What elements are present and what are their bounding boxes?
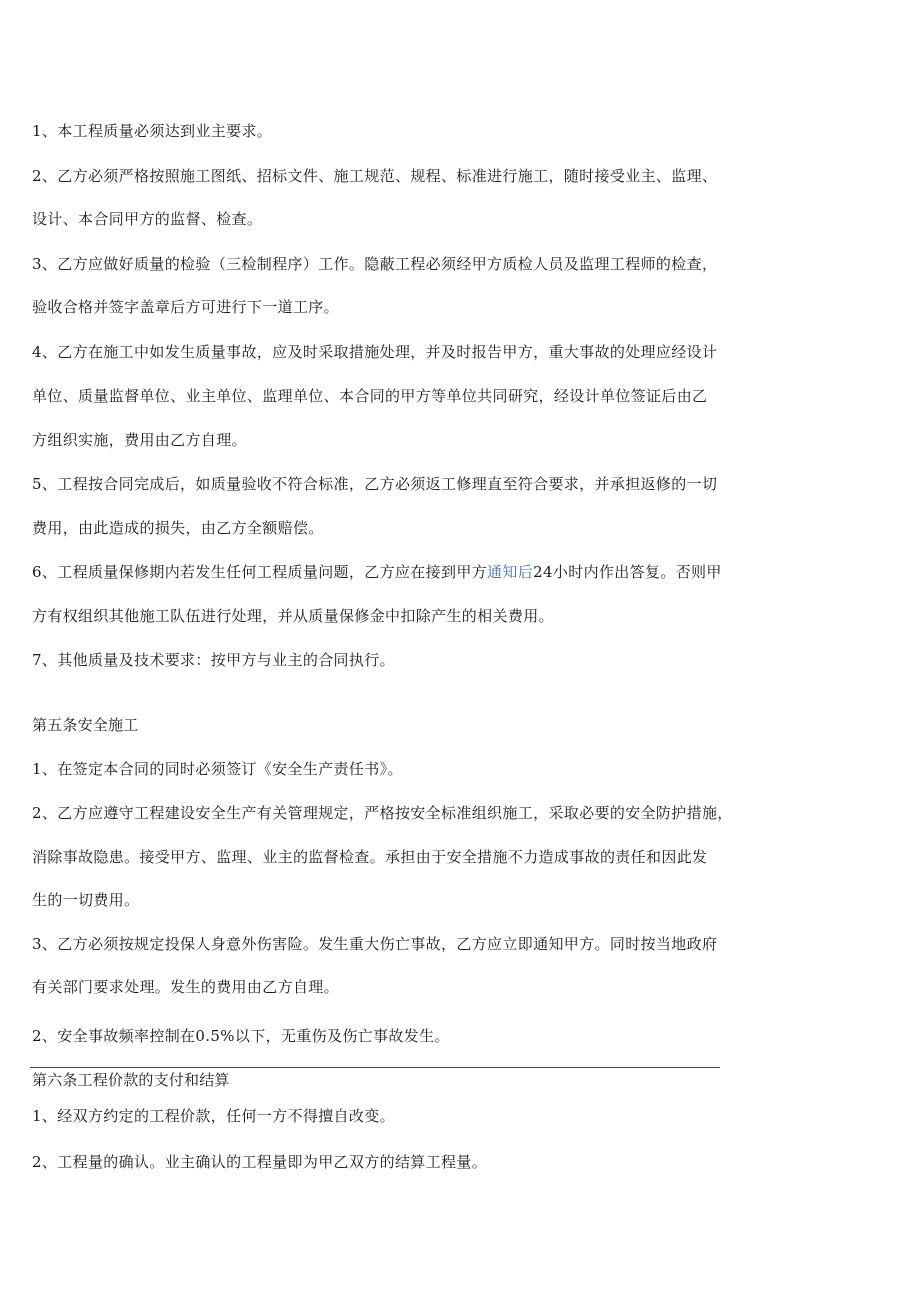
section4-item-5-line-2: 费用，由此造成的损失，由乙方全额赔偿。 [32,519,324,537]
section5-item-2-line-1: 2、乙方应遵守工程建设安全生产有关管理规定，严格按安全标准组织施工，采取必要的安全防护措施， [32,804,733,822]
section6-item-1: 1、经双方约定的工程价款，任何一方不得擅自改变。 [32,1107,395,1125]
section4-item-6-line-2: 方有权组织其他施工队伍进行处理，并从质量保修金中扣除产生的相关费用。 [32,607,554,625]
section6-item-2: 2、工程量的确认。业主确认的工程量即为甲乙双方的结算工程量。 [32,1153,488,1171]
section4-item-5-line-1: 5、工程按合同完成后，如质量验收不符合标准，乙方必须返工修理直至符合要求，并承担返修的一切 [32,475,718,493]
notice-link[interactable]: 通知后 [487,563,534,581]
section5-title: 第五条安全施工 [32,716,139,734]
section4-item-6-line-1 [32,562,722,582]
section4-item-4-line-3: 方组织实施，费用由乙方自理。 [32,431,247,449]
section4-item-1: 1、本工程质量必须达到业主要求。 [32,122,273,140]
section5-item-2-line-3: 生的一切费用。 [32,891,140,909]
section5-item-1: 1、在签定本合同的同时必须签订《安全生产责任书》。 [32,760,403,778]
section5-item-3-line-2: 有关部门要求处理。发生的费用由乙方自理。 [32,978,340,996]
section4-item-4-line-1: 4、乙方在施工中如发生质量事故，应及时采取措施处理，并及时报告甲方，重大事故的处理应经设计 [32,343,718,361]
item6-text-start: 6、工程质量保修期内若发生任何工程质量问题，乙方应在接到甲方 [32,563,488,581]
section4-item-2-line-1: 2、乙方必须严格按照施工图纸、招标文件、施工规范、规程、标准进行施工，随时接受业主、监理、 [32,167,718,185]
section4-item-2-line-2: 设计、本合同甲方的监督、检查。 [32,210,263,228]
section4-item-3-line-1: 3、乙方应做好质量的检验（三检制程序）工作。隐蔽工程必须经甲方质检人员及监理工程师的检查， [32,255,718,273]
section4-item-7: 7、其他质量及技术要求：按甲方与业主的合同执行。 [32,651,395,669]
section5-item-4: 2、安全事故频率控制在0.5%以下，无重伤及伤亡事故发生。 [32,1027,450,1045]
item6-text-end: 24小时内作出答复。否则甲 [533,563,722,581]
section-divider [30,1067,720,1068]
section4-item-3-line-2: 验收合格并签字盖章后方可进行下一道工序。 [32,298,340,316]
section4-item-4-line-2: 单位、质量监督单位、业主单位、监理单位、本合同的甲方等单位共同研究，经设计单位签证后由乙 [32,387,708,405]
section6-title: 第六条工程价款的支付和结算 [32,1071,230,1089]
section5-item-2-line-2: 消除事故隐患。接受甲方、监理、业主的监督检查。承担由于安全措施不力造成事故的责任和因此发 [32,848,708,866]
section5-item-3-line-1: 3、乙方必须按规定投保人身意外伤害险。发生重大伤亡事故，乙方应立即通知甲方。同时按当地政府 [32,935,718,953]
